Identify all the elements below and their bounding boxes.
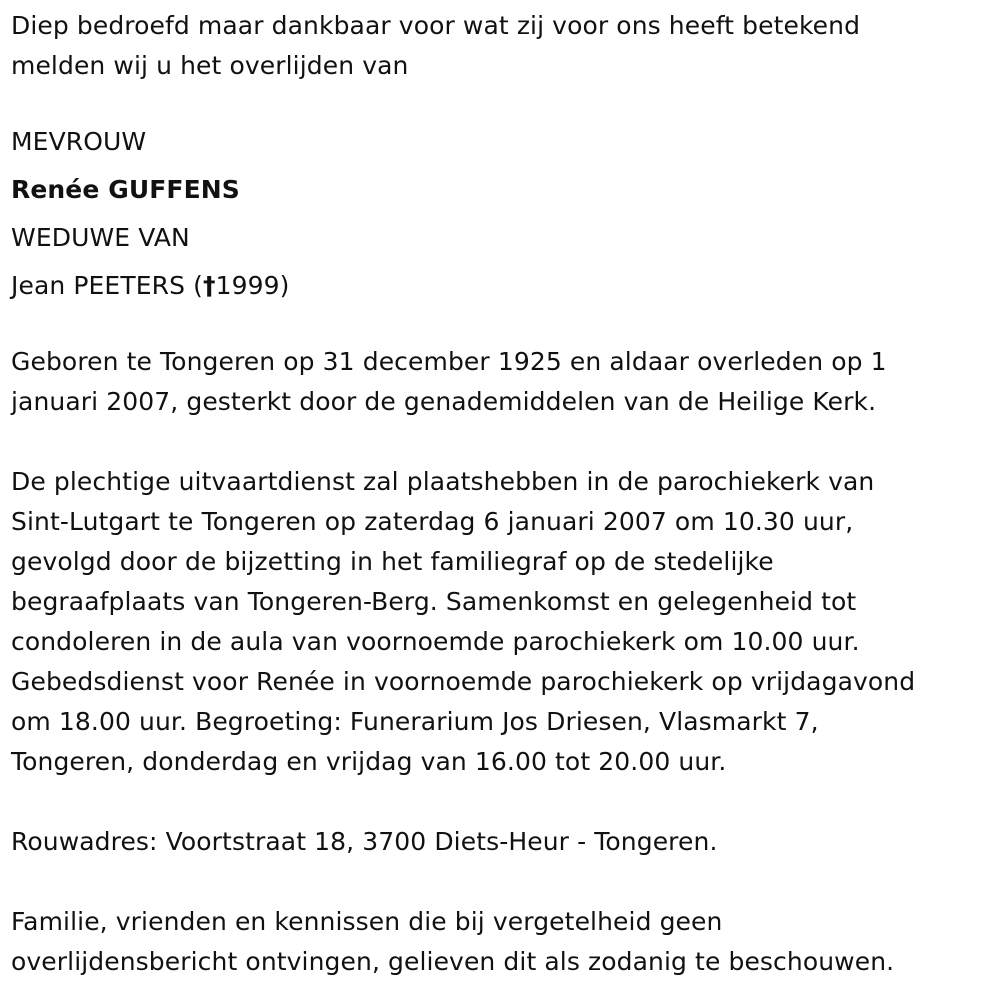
deceased-block	[11, 118, 1000, 310]
funeral-line: Tongeren, donderdag en vrijdag van 16.00 tot 20.00 uur.	[11, 747, 727, 776]
spouse-year: 1999)	[215, 271, 290, 300]
spacer	[11, 862, 1000, 902]
funeral-line: begraafplaats van Tongeren-Berg. Samenkomst en gelegenheid tot	[11, 587, 857, 616]
spouse-line	[11, 262, 1000, 310]
funeral-paragraph	[11, 462, 1000, 782]
spacer	[11, 86, 1000, 118]
address-line: Rouwadres: Voortstraat 18, 3700 Diets-Heur - Tongeren.	[11, 827, 718, 856]
cross-icon: †	[202, 271, 216, 300]
intro-line-1: Diep bedroefd maar dankbaar voor wat zij voor ons heeft betekend	[11, 11, 861, 40]
funeral-line: De plechtige uitvaartdienst zal plaatshebben in de parochiekerk van	[11, 467, 875, 496]
funeral-line: Gebedsdienst voor Renée in voornoemde parochiekerk op vrijdagavond	[11, 667, 916, 696]
intro-line-2: melden wij u het overlijden van	[11, 51, 409, 80]
funeral-line: condoleren in de aula van voornoemde parochiekerk om 10.00 uur.	[11, 627, 860, 656]
funeral-line: gevolgd door de bijzetting in het familiegraf op de stedelijke	[11, 547, 774, 576]
closing-line-2: overlijdensbericht ontvingen, gelieven dit als zodanig te beschouwen.	[11, 947, 895, 976]
closing-paragraph	[11, 902, 1000, 982]
spacer	[11, 422, 1000, 462]
address-paragraph	[11, 822, 1000, 862]
spacer	[11, 782, 1000, 822]
deceased-relation: WEDUWE VAN	[11, 223, 190, 252]
deceased-title: MEVROUW	[11, 127, 147, 156]
closing-line-1: Familie, vrienden en kennissen die bij vergetelheid geen	[11, 907, 723, 936]
birth-death-paragraph	[11, 342, 1000, 422]
deceased-name: Renée GUFFENS	[11, 175, 240, 204]
spouse-name: Jean PEETERS (	[11, 271, 203, 300]
intro-paragraph	[11, 6, 1000, 86]
funeral-line: Sint-Lutgart te Tongeren op zaterdag 6 januari 2007 om 10.30 uur,	[11, 507, 854, 536]
birth-death-line-2: januari 2007, gesterkt door de genademiddelen van de Heilige Kerk.	[11, 387, 877, 416]
spacer	[11, 310, 1000, 342]
funeral-line: om 18.00 uur. Begroeting: Funerarium Jos Driesen, Vlasmarkt 7,	[11, 707, 819, 736]
birth-death-line-1: Geboren te Tongeren op 31 december 1925 en aldaar overleden op 1	[11, 347, 887, 376]
